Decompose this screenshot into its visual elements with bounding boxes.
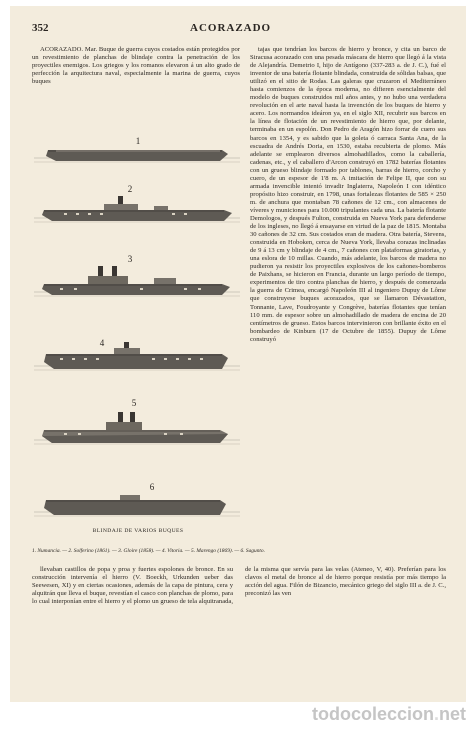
paragraph-continuation: llevaban castillos de popa y proa y fuertes espolones de bronce. En su construcción intervenía el hierro (V. Boeckh, Urkunden ueber das Seewesen, XI) y en ciertas ocasiones, además de la capa de pintura, cera y alquitrán que lleva el buque, revestían el casco con planchas de plomo, para lo cual interponían entre el hierro y el plomo un grueso de tela alquitranada, de la misma que servía para las velas (Ateneo, V, 40). Preferían para los clavos el metal de bronce al de hierro porque resistía por más tiempo la acción del agua. Filón de Bizancio, mecánico griego del siglo III a. de J. C., preconizó las ven xyxy=(32,566,446,606)
figure-caption-title: BLINDAJE DE VARIOS BUQUES xyxy=(92,528,184,534)
ship-label-2: 2 xyxy=(127,184,133,194)
ships-illustration xyxy=(34,114,240,524)
ship-3 xyxy=(34,254,240,296)
ship-label-3: 3 xyxy=(127,254,133,264)
text-column-bottom xyxy=(32,566,446,674)
watermark-brand: todocoleccion xyxy=(311,704,434,724)
paragraph-definition: ACORAZADO. Mar. Buque de guerra cuyos costados están protegidos por un revestimiento de planchas de blindaje contra la penetración de los proyectiles enemigos. Los griegos y los romanos elevaron á un alto grado de perfección la arquitectura naval, especialmente la marina de guerra, cuyos buques xyxy=(32,46,240,86)
page-header xyxy=(32,22,442,36)
text-column-right xyxy=(250,46,446,540)
ship-label-5: 5 xyxy=(131,398,137,408)
ship-1 xyxy=(34,136,240,162)
paragraph-history: tajas que tendrían los barcos de hierro y bronce, y cita un barco de Siracusa acorazado con una pesada máscara de hierro que llegó á la vista de Alejandría. Demetrio I, hijo de Antígono (337-283 a. de J. C.), fué el inventor de una batería flotante blindada, construida de sólidas balsas, que utilizó en el sitio de Rodas. Las galeras que cruzaron el Mediterráneo hasta comienzos de la época moderna, no difieren esencialmente del modelo de buques construidos mil años antes, y no hubo una verdadera revolución en el arte naval hasta la invención de los buques de hierro y acero. Los normandos ideáron ya, en el siglo XII, recubrir sus barcos en la línea de flotación de un revestimiento de hierro que, por delante, terminaba en un espolón. Don Pedro de Aragón hizo forrar de cuero sus barcos en 1354, y es sabido que la goleta ó carraca Santa Ana, de la escuadra de Andrés Doria, en 1530, estaba recubierta de plomo. Más adelante se emplearon diversos almohadillados, como la caballería, cadenas, etc., y el caballero d'Arcon construyó en 1782 baterías flotantes con un grueso blindaje formado por tablones, barras de hierro, corcho y cuero, de un espesor de 1'8 m. A imitación de Felipe II, que con su armada invencible intentó invadir Inglaterra, Napoleón I con idéntico propósito hizo construir, en 1798, unas fortalezas flotantes de 585 × 250 m. de anchura que montaban 78 cañones de 12 cm., con almacenes de víveres y municiones para 10.000 tripulantes cada una. La batería flotante Demologos, y después Fulton, construida en Nueva York para defenderse de los ingleses, no llegó á ensayarse en virtud de la paz de 1815. Montaba 30 cañones de 32 cm. Sus costados eran de madera. Otra batería, Stevens, construida en Hoboken, cerca de Nueva York, llevaba corazas inclinadas de 9 á 13 cm y blindaje de 4 cm., 7 cañones con plataformas giratorias, y una eslora de 10 millas. Cuando, más adelante, los barcos de madera no pudieron ya resistir los proyectiles explosivos de los cañones-bomberos de Paixhans, se hicieron en Francia, durante un largo período de tiempo, experimentos de tiro contra planchas de hierro, y después de comenzada la guerra de Crimea, encargó Napoleón III al ingeniero Dupuy de Lôme que construyese buques acorazados, que se llamaron Dévastation, Tonnante, Lave, Foudroyante y Congrève, baterías flotantes que tenían 110 mm. de espesor sobre un almohadillado de madera de encina de 20 centímetros de grueso. Estos barcos intervinieron con brillante éxito en el bombardeo de Kinburn (17 de Octubre de 1855). Dupuy de Lôme construyó xyxy=(250,46,446,343)
text-column-top-left xyxy=(32,46,240,110)
ship-2 xyxy=(34,184,240,222)
ships-drawing xyxy=(34,114,240,524)
figure-caption-legend: 1. Numancia. — 2. Solferino (1861). — 3. Gloire (1858). — 4. Vitoria. — 5. Marengo (1869). — 6. Sagunto. xyxy=(32,548,265,554)
watermark-tld: net xyxy=(439,704,466,724)
ship-6 xyxy=(34,482,240,516)
page-number: 352 xyxy=(32,22,49,34)
ship-label-6: 6 xyxy=(149,482,155,492)
watermark-dot: . xyxy=(433,704,439,724)
watermark-logo xyxy=(312,704,466,725)
ship-5 xyxy=(34,398,240,444)
page-running-title: ACORAZADO xyxy=(190,22,272,34)
ship-4 xyxy=(34,338,240,370)
ship-label-1: 1 xyxy=(135,136,141,146)
ship-label-4: 4 xyxy=(99,338,105,348)
